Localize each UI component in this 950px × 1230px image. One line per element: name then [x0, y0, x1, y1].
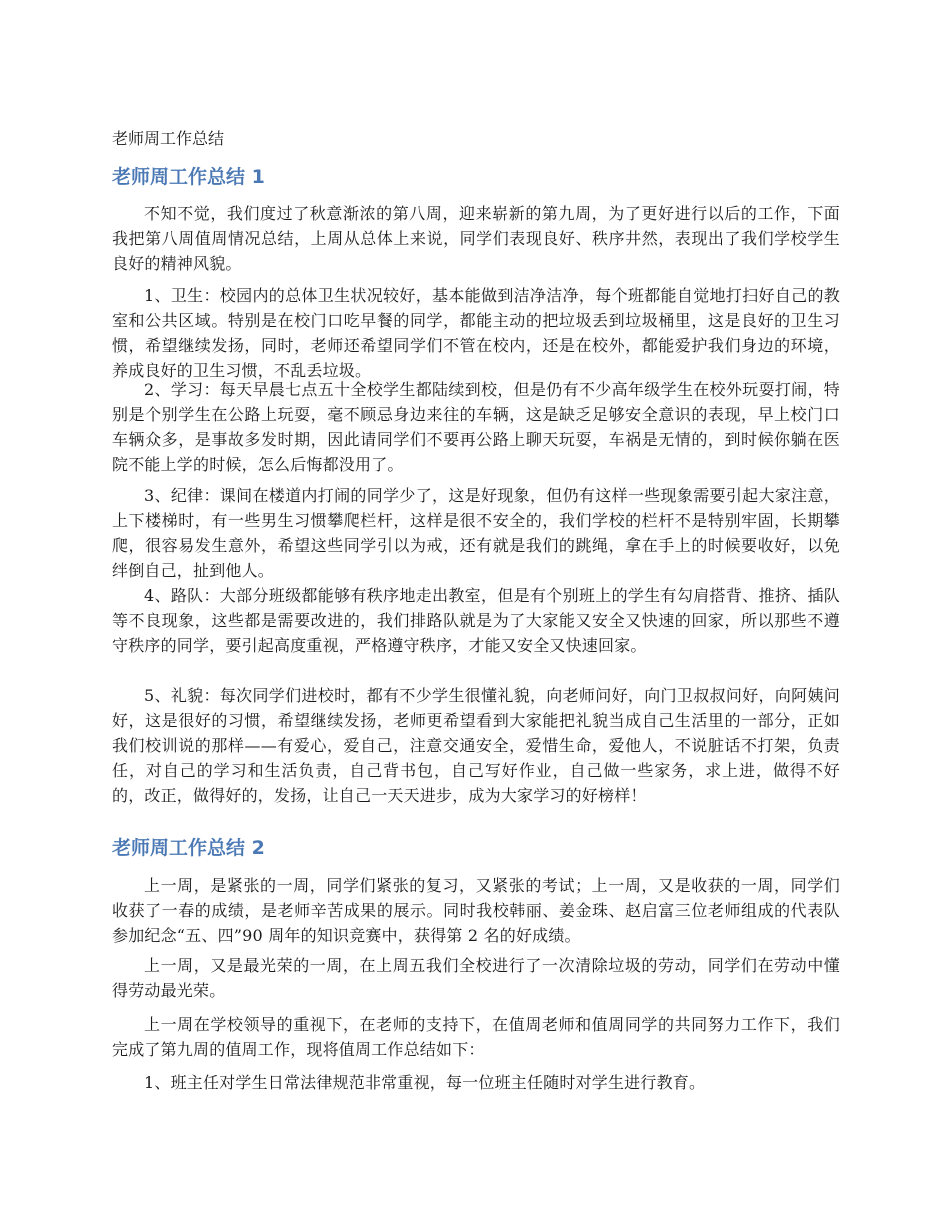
paragraph: 2、学习：每天早晨七点五十全校学生都陆续到校，但是仍有不少高年级学生在校外玩耍打闹，特别是个别学生在公路上玩耍，毫不顾忌身边来往的车辆，这是缺乏足够安全意识的表现，早上校门口车辆众多，是事故多发时期，因此请同学们不要再公路上聊天玩耍，车祸是无情的，到时候你躺在医院不能上学的时候，怎么后悔都没用了。: [112, 380, 840, 474]
paragraph: 5、礼貌：每次同学们进校时，都有不少学生很懂礼貌，向老师问好，向门卫叔叔问好，向阿姨问好，这是很好的习惯，希望继续发扬，老师更希望看到大家能把礼貌当成自己生活里的一部分，正如我们校训说的那样——有爱心，爱自己，注意交通安全，爱惜生命，爱他人，不说脏话不打架，负责任，对自己的学习和生活负责，自己背书包，自己写好作业，自己做一些家务，求上进，做得不好的，改正，做得好的，发扬，让自己一天天进步，成为大家学习的好榜样！: [112, 686, 840, 805]
paragraph: 4、路队：大部分班级都能够有秩序地走出教室，但是有个别班上的学生有勾肩搭背、推挤、插队等不良现象，这些都是需要改进的，我们排路队就是为了大家能又安全又快速的回家，所以那些不遵守秩序的同学，要引起高度重视，严格遵守秩序，才能又安全又快速回家。: [112, 586, 840, 655]
section-heading-1: 老师周工作总结 1: [112, 166, 265, 188]
paragraph: 3、纪律：课间在楼道内打闹的同学少了，这是好现象，但仍有这样一些现象需要引起大家注意，上下楼梯时，有一些男生习惯攀爬栏杆，这样是很不安全的，我们学校的栏杆不是特别牢固，长期攀爬，很容易发生意外，希望这些同学引以为戒，还有就是我们的跳绳，拿在手上的时候要收好，以免绊倒自己，扯到他人。: [112, 486, 840, 580]
section-heading-2: 老师周工作总结 2: [112, 837, 265, 859]
paragraph: 不知不觉，我们度过了秋意渐浓的第八周，迎来崭新的第九周，为了更好进行以后的工作，下面我把第八周值周情况总结，上周从总体上来说，同学们表现良好、秩序井然，表现出了我们学校学生良好的精神风貌。: [112, 204, 840, 273]
paragraph: 1、班主任对学生日常法律规范非常重视，每一位班主任随时对学生进行教育。: [144, 1073, 706, 1092]
paragraph: 上一周，是紧张的一周，同学们紧张的复习，又紧张的考试；上一周，又是收获的一周，同学们收获了一春的成绩，是老师辛苦成果的展示。同时我校韩丽、姜金珠、赵启富三位老师组成的代表队参加纪念“五、四”90 周年的知识竞赛中，获得第 2 名的好成绩。: [112, 876, 840, 945]
document-title: 老师周工作总结: [112, 129, 225, 148]
paragraph: 上一周，又是最光荣的一周，在上周五我们全校进行了一次清除垃圾的劳动，同学们在劳动中懂得劳动最光荣。: [112, 956, 840, 1000]
paragraph: 上一周在学校领导的重视下，在老师的支持下，在值周老师和值周同学的共同努力工作下，我们完成了第九周的值周工作，现将值周工作总结如下：: [112, 1015, 840, 1059]
paragraph: 1、卫生：校园内的总体卫生状况较好，基本能做到洁净洁净，每个班都能自觉地打扫好自己的教室和公共区域。特别是在校门口吃早餐的同学，都能主动的把垃圾丢到垃圾桶里，这是良好的卫生习惯，希望继续发扬，同时，老师还希望同学们不管在校内，还是在校外，都能爱护我们身边的环境，养成良好的卫生习惯，不乱丢垃圾。: [112, 286, 840, 380]
